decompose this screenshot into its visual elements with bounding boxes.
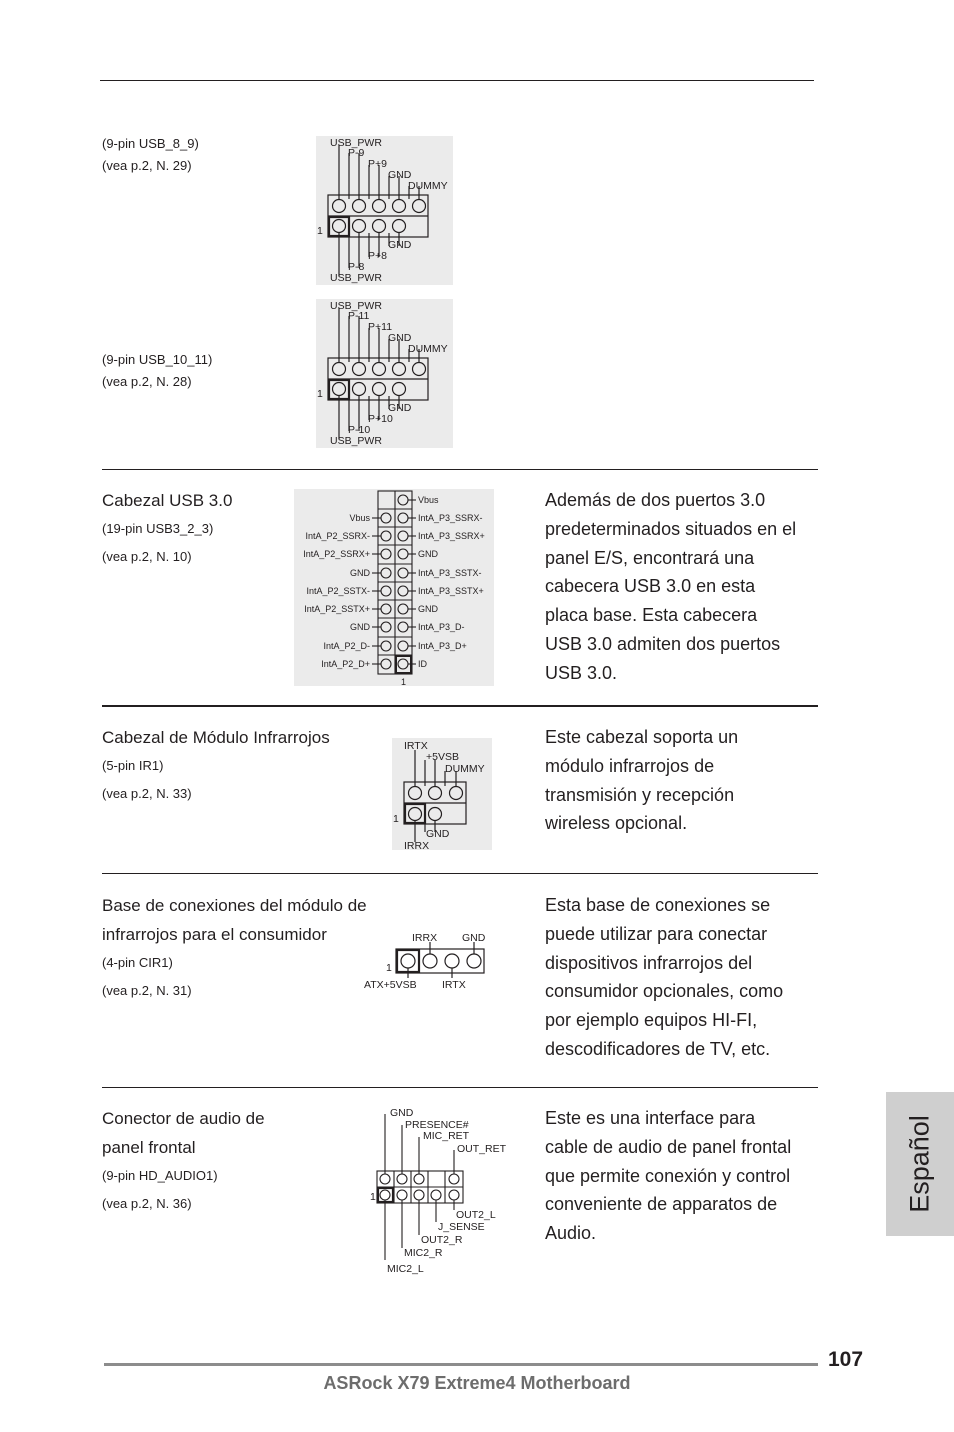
audio-svg [370, 1104, 510, 1276]
ir-ref: (vea p.2, N. 33) [102, 786, 192, 801]
ir-label: IRTX [404, 740, 428, 752]
ir-caption [102, 723, 330, 805]
audio-title-line: panel frontal [102, 1138, 196, 1157]
usb3-left-label: IntA_P2_SSRX+ [303, 549, 370, 559]
usb3-right-label: GND [418, 549, 438, 559]
usb3-desc-line: cabecera USB 3.0 en esta [545, 576, 756, 597]
ir-desc-line: transmisión y recepción [545, 784, 735, 805]
cir-pin: (4-pin CIR1) [102, 955, 173, 970]
cir-caption [102, 891, 367, 1002]
ir-title: Cabezal de Módulo Infrarrojos [102, 728, 330, 747]
page-number: 107 [828, 1348, 864, 1371]
usb89-label: USB_PWR [330, 137, 382, 149]
audio-label: OUT2_L [456, 1209, 496, 1221]
audio-desc-line: cable de audio de panel frontal [545, 1136, 792, 1157]
ir-diagram [392, 738, 492, 850]
usb3-left-label: GND [350, 622, 370, 632]
usb3-left-label: GND [350, 568, 370, 578]
usb3-diagram [294, 489, 494, 686]
usb89-label: P-8 [348, 261, 365, 273]
cir-svg [358, 928, 498, 992]
audio-ref: (vea p.2, N. 36) [102, 1196, 192, 1211]
usb3-left-label: IntA_P2_D- [323, 641, 370, 651]
ir-label: DUMMY [445, 763, 485, 775]
usb1011-label: P+11 [368, 321, 393, 333]
usb3-left-label: Vbus [349, 513, 370, 523]
usb3-right-label: IntA_P3_SSTX+ [418, 586, 484, 596]
usb3-right-label: IntA_P3_SSRX+ [418, 531, 485, 541]
usb3-desc-line: Además de dos puertos 3.0 [545, 490, 766, 510]
audio-label: J_SENSE [438, 1221, 485, 1233]
usb89-label: P+9 [368, 158, 387, 170]
ir-label: GND [426, 828, 450, 840]
usb3-right-label: Vbus [418, 495, 439, 505]
audio-title-line: Conector de audio de [102, 1109, 265, 1128]
usb1011-label: GND [388, 402, 412, 414]
usb1011-label: USB_PWR [330, 435, 382, 447]
cir-ref: (vea p.2, N. 31) [102, 983, 192, 998]
usb1011-svg [316, 299, 453, 448]
usb3-right-label: GND [418, 604, 438, 614]
ir-desc-line: wireless opcional. [545, 813, 688, 834]
usb89-diagram [316, 136, 453, 285]
usb3-left-label: IntA_P2_SSRX- [305, 531, 370, 541]
usb1011-label: USB_PWR [330, 300, 382, 312]
audio-pin: (9-pin HD_AUDIO1) [102, 1168, 218, 1183]
audio-pin1-label: 1 [370, 1191, 376, 1203]
usb3-title: Cabezal USB 3.0 [102, 491, 233, 510]
usb89-label: DUMMY [408, 180, 448, 192]
usb3-right-label: IntA_P3_D- [418, 622, 465, 632]
usb3-right-label: IntA_P3_SSTX- [418, 568, 482, 578]
audio-label: OUT_RET [457, 1143, 507, 1155]
usb3-left-label: IntA_P2_SSTX+ [304, 604, 370, 614]
usb3-desc-line: predeterminados situados en el [545, 518, 797, 539]
cir-label: IRRX [412, 932, 438, 944]
usb3-caption [102, 486, 232, 568]
usb3-desc-line: placa base. Esta cabecera [545, 605, 758, 626]
cir-desc-line: puede utilizar para conectar [545, 923, 768, 944]
audio-label: GND [390, 1107, 414, 1119]
usb1011-label: P-11 [348, 310, 370, 322]
audio-caption [102, 1104, 265, 1215]
usb3-ref: (vea p.2, N. 10) [102, 549, 192, 564]
cir-title-line: infrarrojos para el consumidor [102, 925, 327, 944]
section-rule [102, 873, 818, 874]
usb89-label: GND [388, 239, 412, 251]
audio-diagram [370, 1104, 510, 1276]
usb1011-label: DUMMY [408, 343, 448, 355]
audio-desc-line: que permite conexión y control [545, 1165, 791, 1186]
cir-label: GND [462, 932, 486, 944]
usb3-svg [294, 489, 494, 686]
usb89-ref: (vea p.2, N. 29) [102, 158, 192, 173]
cir-pin1-label: 1 [386, 962, 392, 974]
usb3-desc-line: USB 3.0. [545, 662, 618, 683]
ir-desc-line: módulo infrarrojos de [545, 755, 715, 776]
audio-label: MIC2_L [387, 1263, 424, 1275]
language-tab-label: Español [904, 1115, 935, 1213]
footer-rule [104, 1363, 818, 1366]
usb1011-caption [102, 349, 212, 393]
audio-desc-line: Audio. [545, 1223, 597, 1244]
usb3-description [545, 486, 825, 688]
audio-description [545, 1104, 825, 1248]
usb1011-label: P-10 [348, 424, 371, 436]
cir-title-line: Base de conexiones del módulo de [102, 896, 367, 915]
ir-pin1-label: 1 [393, 813, 399, 825]
cir-desc-line: por ejemplo equipos HI-FI, [545, 1010, 758, 1031]
usb3-pin: (19-pin USB3_2_3) [102, 521, 214, 536]
footer-title: ASRock X79 Extreme4 Motherboard [323, 1373, 631, 1393]
cir-desc-line: dispositivos infrarrojos del [545, 952, 753, 973]
usb3-left-label: IntA_P2_SSTX- [306, 586, 370, 596]
cir-desc-line: consumidor opcionales, como [545, 981, 784, 1002]
ir-pin: (5-pin IR1) [102, 758, 164, 773]
ir-desc-line: Este cabezal soporta un [545, 727, 739, 747]
section-rule [102, 1087, 818, 1088]
usb1011-label: GND [388, 332, 412, 344]
usb89-label: GND [388, 169, 412, 181]
usb89-label: P-9 [348, 147, 365, 159]
audio-label: PRESENCE# [405, 1119, 469, 1131]
cir-desc-line: descodificadores de TV, etc. [545, 1038, 771, 1059]
cir-label: IRTX [442, 979, 466, 991]
usb1011-pin: (9-pin USB_10_11) [102, 352, 213, 367]
cir-label: ATX+5VSB [364, 979, 417, 991]
usb89-pin: (9-pin USB_8_9) [102, 136, 199, 151]
usb3-desc-line: panel E/S, encontrará una [545, 547, 755, 568]
usb89-pin1-label: 1 [317, 225, 323, 237]
cir-header-outline [396, 949, 484, 973]
audio-label: MIC2_R [404, 1247, 443, 1259]
usb1011-ref: (vea p.2, N. 28) [102, 374, 192, 389]
language-tab [886, 1092, 954, 1236]
usb89-caption [102, 133, 199, 177]
ir-label: IRRX [404, 840, 430, 850]
audio-desc-line: conveniente de apparatos de [545, 1194, 778, 1215]
cir-description [545, 891, 825, 1064]
usb3-desc-line: USB 3.0 admiten dos puertos [545, 633, 781, 654]
usb1011-diagram [316, 299, 453, 448]
section-rule [102, 469, 818, 470]
usb1011-pin1-label: 1 [317, 388, 323, 400]
usb3-right-label: ID [418, 659, 427, 669]
top-rule [100, 80, 814, 81]
usb89-svg [316, 136, 453, 285]
usb3-pin1-label: 1 [401, 677, 407, 686]
ir-label: +5VSB [426, 751, 459, 763]
cir-diagram [358, 928, 498, 992]
usb3-right-label: IntA_P3_D+ [418, 641, 467, 651]
ir-svg [392, 738, 492, 850]
cir-desc-line: Esta base de conexiones se [545, 895, 771, 915]
audio-desc-line: Este es una interface para [545, 1108, 756, 1128]
audio-label: MIC_RET [423, 1130, 470, 1142]
ir-description [545, 723, 825, 838]
usb1011-label: P+10 [368, 413, 393, 425]
usb89-label: P+8 [368, 250, 387, 262]
audio-label: OUT2_R [421, 1234, 463, 1246]
usb3-right-label: IntA_P3_SSRX- [418, 513, 483, 523]
usb89-label: USB_PWR [330, 272, 382, 284]
section-rule [102, 705, 818, 707]
usb3-left-label: IntA_P2_D+ [321, 659, 370, 669]
